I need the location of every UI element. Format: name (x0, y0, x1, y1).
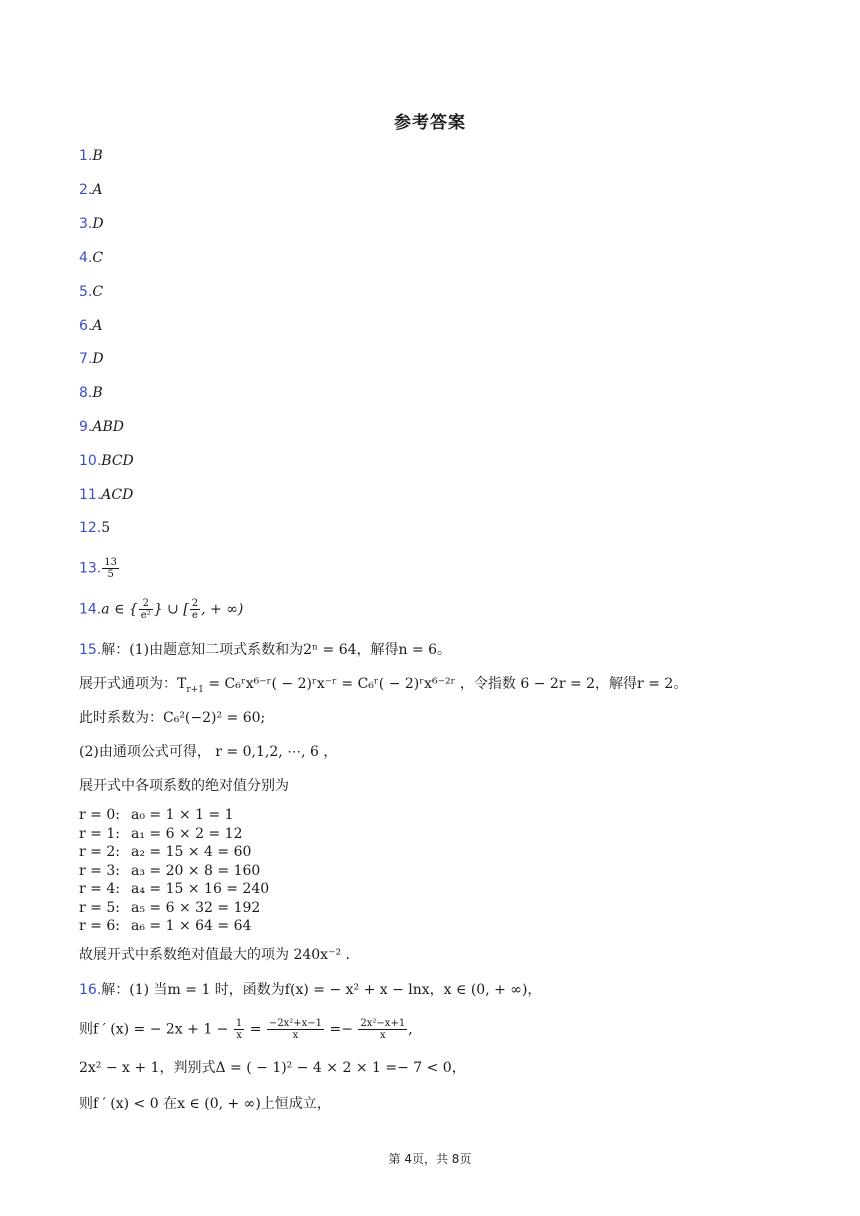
q15-line-4: (2)由通项公式可得， r = 0,1,2, ⋯, 6 ， (79, 744, 338, 760)
answer-text: C (92, 250, 104, 266)
q15-line-1 (79, 640, 451, 660)
q15-text-2b: = C₆ʳx⁶⁻ʳ( − 2)ʳx⁻ʳ = C₆ʳ( − 2)ʳx⁶⁻²ʳ ，令指数 6 − 2r = 2，解得r = 2。 (203, 676, 688, 692)
q16-text-2a: 则f ′ (x) = − 2x + 1 − (79, 1021, 233, 1038)
answer-text: BCD (101, 453, 134, 469)
q15-text-2a: 展开式通项为：T (79, 676, 187, 692)
question-number: 5. (79, 284, 93, 300)
fraction (102, 557, 119, 580)
q15-conclusion: 故展开式中系数绝对值最大的项为 240x⁻² . (79, 947, 350, 963)
row-value: a₃ = 20 × 8 = 160 (131, 862, 261, 879)
row-value: a₆ = 1 × 64 = 64 (131, 918, 252, 934)
q16-text-2b: = (245, 1021, 266, 1038)
denominator: x (379, 1030, 386, 1041)
row-value: a₄ = 15 × 16 = 240 (131, 881, 270, 897)
answer-text: C (92, 284, 104, 300)
q16-line-4: 则f ′ (x) < 0 在x ∈ (0, + ∞)上恒成立， (79, 1096, 331, 1112)
denominator: x (236, 1030, 242, 1041)
fraction (234, 1018, 244, 1041)
q15-line-2 (79, 674, 687, 694)
row-index: r = 6: (79, 918, 120, 934)
row-index: r = 3: (79, 862, 120, 879)
row-index: r = 4: (79, 881, 120, 897)
answer-item (79, 557, 120, 580)
fraction (190, 598, 200, 621)
question-number: 2. (79, 182, 93, 198)
question-number: 15. (79, 642, 102, 658)
coefficient-row (79, 825, 269, 844)
answer-text: ABD (92, 419, 124, 435)
q15-subscript: r+1 (186, 684, 204, 695)
coefficient-row (79, 862, 269, 881)
answer-item (79, 181, 102, 199)
question-number: 6. (79, 318, 93, 334)
q15-line-5: 展开式中各项系数的绝对值分别为 (79, 778, 289, 794)
answer-text: ACD (101, 487, 134, 503)
row-value: a₁ = 6 × 2 = 12 (131, 825, 243, 842)
q16-text-2c: =− (325, 1021, 358, 1038)
row-index: r = 0: (79, 807, 120, 823)
coefficient-row (79, 880, 269, 899)
answer-text: D (92, 351, 104, 367)
fraction (139, 598, 153, 621)
row-index: r = 2: (79, 844, 120, 860)
page-footer: 第 4页，共 8页 (388, 1152, 472, 1166)
answer-text: A (92, 318, 103, 334)
answer-item (79, 598, 243, 621)
answer-item (79, 147, 103, 165)
answer-item (79, 486, 133, 504)
question-number: 9. (79, 419, 93, 435)
q15-text-1: 解：(1)由题意知二项式系数和为2ⁿ = 64，解得n = 6。 (101, 642, 452, 658)
answer-item (79, 452, 134, 470)
answer-text: 5 (101, 520, 111, 536)
denominator: 5 (107, 569, 114, 580)
denominator: e² (140, 610, 151, 621)
question-number: 13. (79, 560, 102, 577)
answer-text: A (92, 182, 103, 198)
denominator: e (191, 610, 198, 621)
answer-text: B (92, 385, 103, 401)
q16-line-2 (79, 1018, 413, 1041)
answer-item (79, 317, 102, 335)
answer-text: B (92, 148, 103, 164)
numerator: 13 (104, 557, 117, 568)
denominator: x (292, 1030, 299, 1041)
question-number: 4. (79, 250, 93, 266)
numerator: 1 (235, 1018, 243, 1029)
coefficient-row (79, 843, 269, 862)
answer-text: a ∈ { (101, 601, 138, 618)
coefficient-row (79, 899, 269, 918)
answer-item (79, 384, 103, 402)
row-value: a₅ = 6 × 32 = 192 (131, 899, 261, 916)
fraction (267, 1018, 324, 1041)
answer-item (79, 283, 103, 301)
answer-item (79, 519, 110, 537)
question-number: 10. (79, 453, 102, 469)
row-value: a₀ = 1 × 1 = 1 (131, 807, 234, 823)
coefficient-row (79, 806, 269, 825)
answer-text: } ∪ [ (153, 601, 189, 618)
question-number: 7. (79, 351, 93, 367)
answer-item (79, 350, 104, 368)
q16-line-3: 2x² − x + 1，判别式Δ = ( − 1)² − 4 × 2 × 1 =− 7 < 0， (79, 1060, 466, 1076)
numerator: −2x²+x−1 (268, 1018, 323, 1029)
q16-line-1 (79, 980, 541, 1000)
numerator: 2 (139, 598, 153, 610)
q16-text-1: 解：(1) 当m = 1 时，函数为f(x) = − x² + x − lnx，x ∈ (0, + ∞)， (101, 982, 542, 998)
question-number: 12. (79, 520, 102, 536)
question-number: 16. (79, 982, 102, 998)
question-number: 11. (79, 487, 102, 503)
coefficient-row (79, 917, 269, 936)
fraction (358, 1018, 407, 1041)
q15-line-3: 此时系数为：C₆²(−2)² = 60; (79, 710, 266, 726)
page-title: 参考答案 (394, 113, 466, 133)
question-number: 14. (79, 601, 102, 618)
numerator: 2 (191, 598, 199, 609)
answer-item (79, 215, 104, 233)
question-number: 8. (79, 385, 93, 401)
answer-text: D (92, 216, 104, 232)
numerator: 2x²−x+1 (360, 1018, 406, 1029)
q16-text-2d: , (408, 1021, 413, 1038)
coefficient-table (79, 806, 269, 936)
row-index: r = 5: (79, 899, 120, 916)
row-value: a₂ = 15 × 4 = 60 (131, 844, 252, 860)
question-number: 3. (79, 216, 93, 232)
question-number: 1. (79, 148, 93, 164)
answer-text: , + ∞) (201, 601, 244, 618)
answer-item (79, 249, 103, 267)
row-index: r = 1: (79, 825, 120, 842)
answer-item (79, 418, 124, 436)
